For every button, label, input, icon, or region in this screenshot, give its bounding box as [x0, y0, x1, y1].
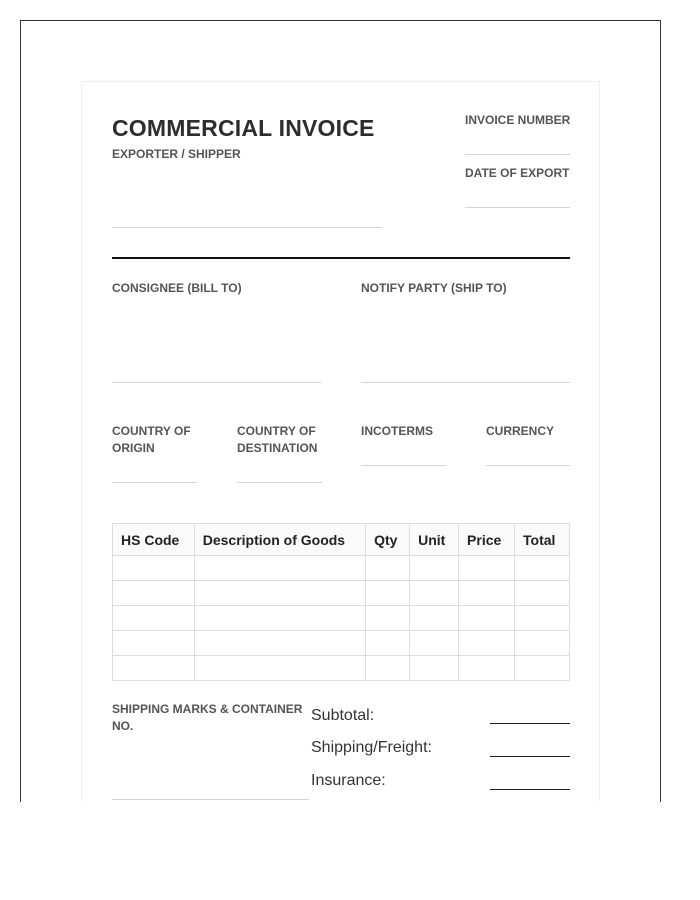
invoice-number-field-line[interactable] — [465, 154, 570, 155]
currency-label: CURRENCY — [486, 424, 555, 438]
date-of-export-label: DATE OF EXPORT — [465, 166, 570, 180]
table-row — [113, 581, 570, 606]
shipping-freight-field-line[interactable] — [490, 756, 570, 757]
notify-party-field-line[interactable] — [361, 382, 570, 383]
notify-party-label: NOTIFY PARTY (SHIP TO) — [361, 281, 507, 295]
table-cell[interactable] — [459, 581, 515, 606]
country-origin-label: COUNTRY OF ORIGIN — [112, 424, 191, 455]
table-cell[interactable] — [515, 631, 570, 656]
table-cell[interactable] — [366, 631, 410, 656]
table-cell[interactable] — [366, 581, 410, 606]
header-divider — [112, 257, 570, 259]
table-cell[interactable] — [515, 606, 570, 631]
invoice-number-label: INVOICE NUMBER — [465, 113, 571, 127]
table-cell[interactable] — [366, 656, 410, 681]
table-row — [113, 631, 570, 656]
table-row — [113, 556, 570, 581]
table-cell[interactable] — [410, 656, 459, 681]
subtotal-field-line[interactable] — [490, 723, 570, 724]
table-row — [113, 656, 570, 681]
exporter-label: EXPORTER / SHIPPER — [112, 147, 241, 161]
table-cell[interactable] — [366, 556, 410, 581]
table-cell[interactable] — [515, 581, 570, 606]
table-cell[interactable] — [459, 656, 515, 681]
shipping-marks-label: SHIPPING MARKS & CONTAINER NO. — [112, 702, 303, 733]
shipping-marks-field-line[interactable] — [112, 799, 309, 800]
date-of-export-field-line[interactable] — [465, 207, 570, 208]
table-cell[interactable] — [113, 656, 195, 681]
table-cell[interactable] — [194, 556, 365, 581]
table-header-row — [113, 524, 570, 556]
incoterms-field-line[interactable] — [361, 465, 446, 466]
table-cell[interactable] — [459, 606, 515, 631]
table-cell[interactable] — [410, 631, 459, 656]
column-header-description: Description of Goods — [194, 524, 365, 556]
currency-field-line[interactable] — [486, 465, 570, 466]
table-cell[interactable] — [194, 656, 365, 681]
country-origin-field-line[interactable] — [112, 482, 197, 483]
table-cell[interactable] — [515, 556, 570, 581]
exporter-field-line[interactable] — [112, 227, 382, 228]
consignee-label: CONSIGNEE (BILL TO) — [112, 281, 242, 295]
column-header-total: Total — [515, 524, 570, 556]
goods-table — [112, 523, 570, 681]
invoice-title: COMMERCIAL INVOICE — [112, 115, 375, 141]
incoterms-label: INCOTERMS — [361, 424, 433, 438]
consignee-field-line[interactable] — [112, 382, 321, 383]
shipping-freight-label: Shipping/Freight: — [311, 739, 432, 756]
column-header-hs-code: HS Code — [113, 524, 195, 556]
table-cell[interactable] — [194, 581, 365, 606]
table-cell[interactable] — [410, 606, 459, 631]
table-cell[interactable] — [113, 581, 195, 606]
table-cell[interactable] — [459, 556, 515, 581]
column-header-qty: Qty — [366, 524, 410, 556]
table-cell[interactable] — [113, 556, 195, 581]
table-cell[interactable] — [113, 631, 195, 656]
table-cell[interactable] — [113, 606, 195, 631]
table-row — [113, 606, 570, 631]
country-destination-label: COUNTRY OF DESTINATION — [237, 424, 318, 455]
table-cell[interactable] — [366, 606, 410, 631]
column-header-price: Price — [459, 524, 515, 556]
insurance-field-line[interactable] — [490, 789, 570, 790]
table-cell[interactable] — [459, 631, 515, 656]
subtotal-label: Subtotal: — [311, 707, 375, 724]
table-cell[interactable] — [410, 581, 459, 606]
country-destination-field-line[interactable] — [237, 482, 322, 483]
table-cell[interactable] — [194, 606, 365, 631]
table-cell[interactable] — [515, 656, 570, 681]
insurance-label: Insurance: — [311, 772, 386, 789]
table-cell[interactable] — [194, 631, 365, 656]
table-cell[interactable] — [410, 556, 459, 581]
column-header-unit: Unit — [410, 524, 459, 556]
